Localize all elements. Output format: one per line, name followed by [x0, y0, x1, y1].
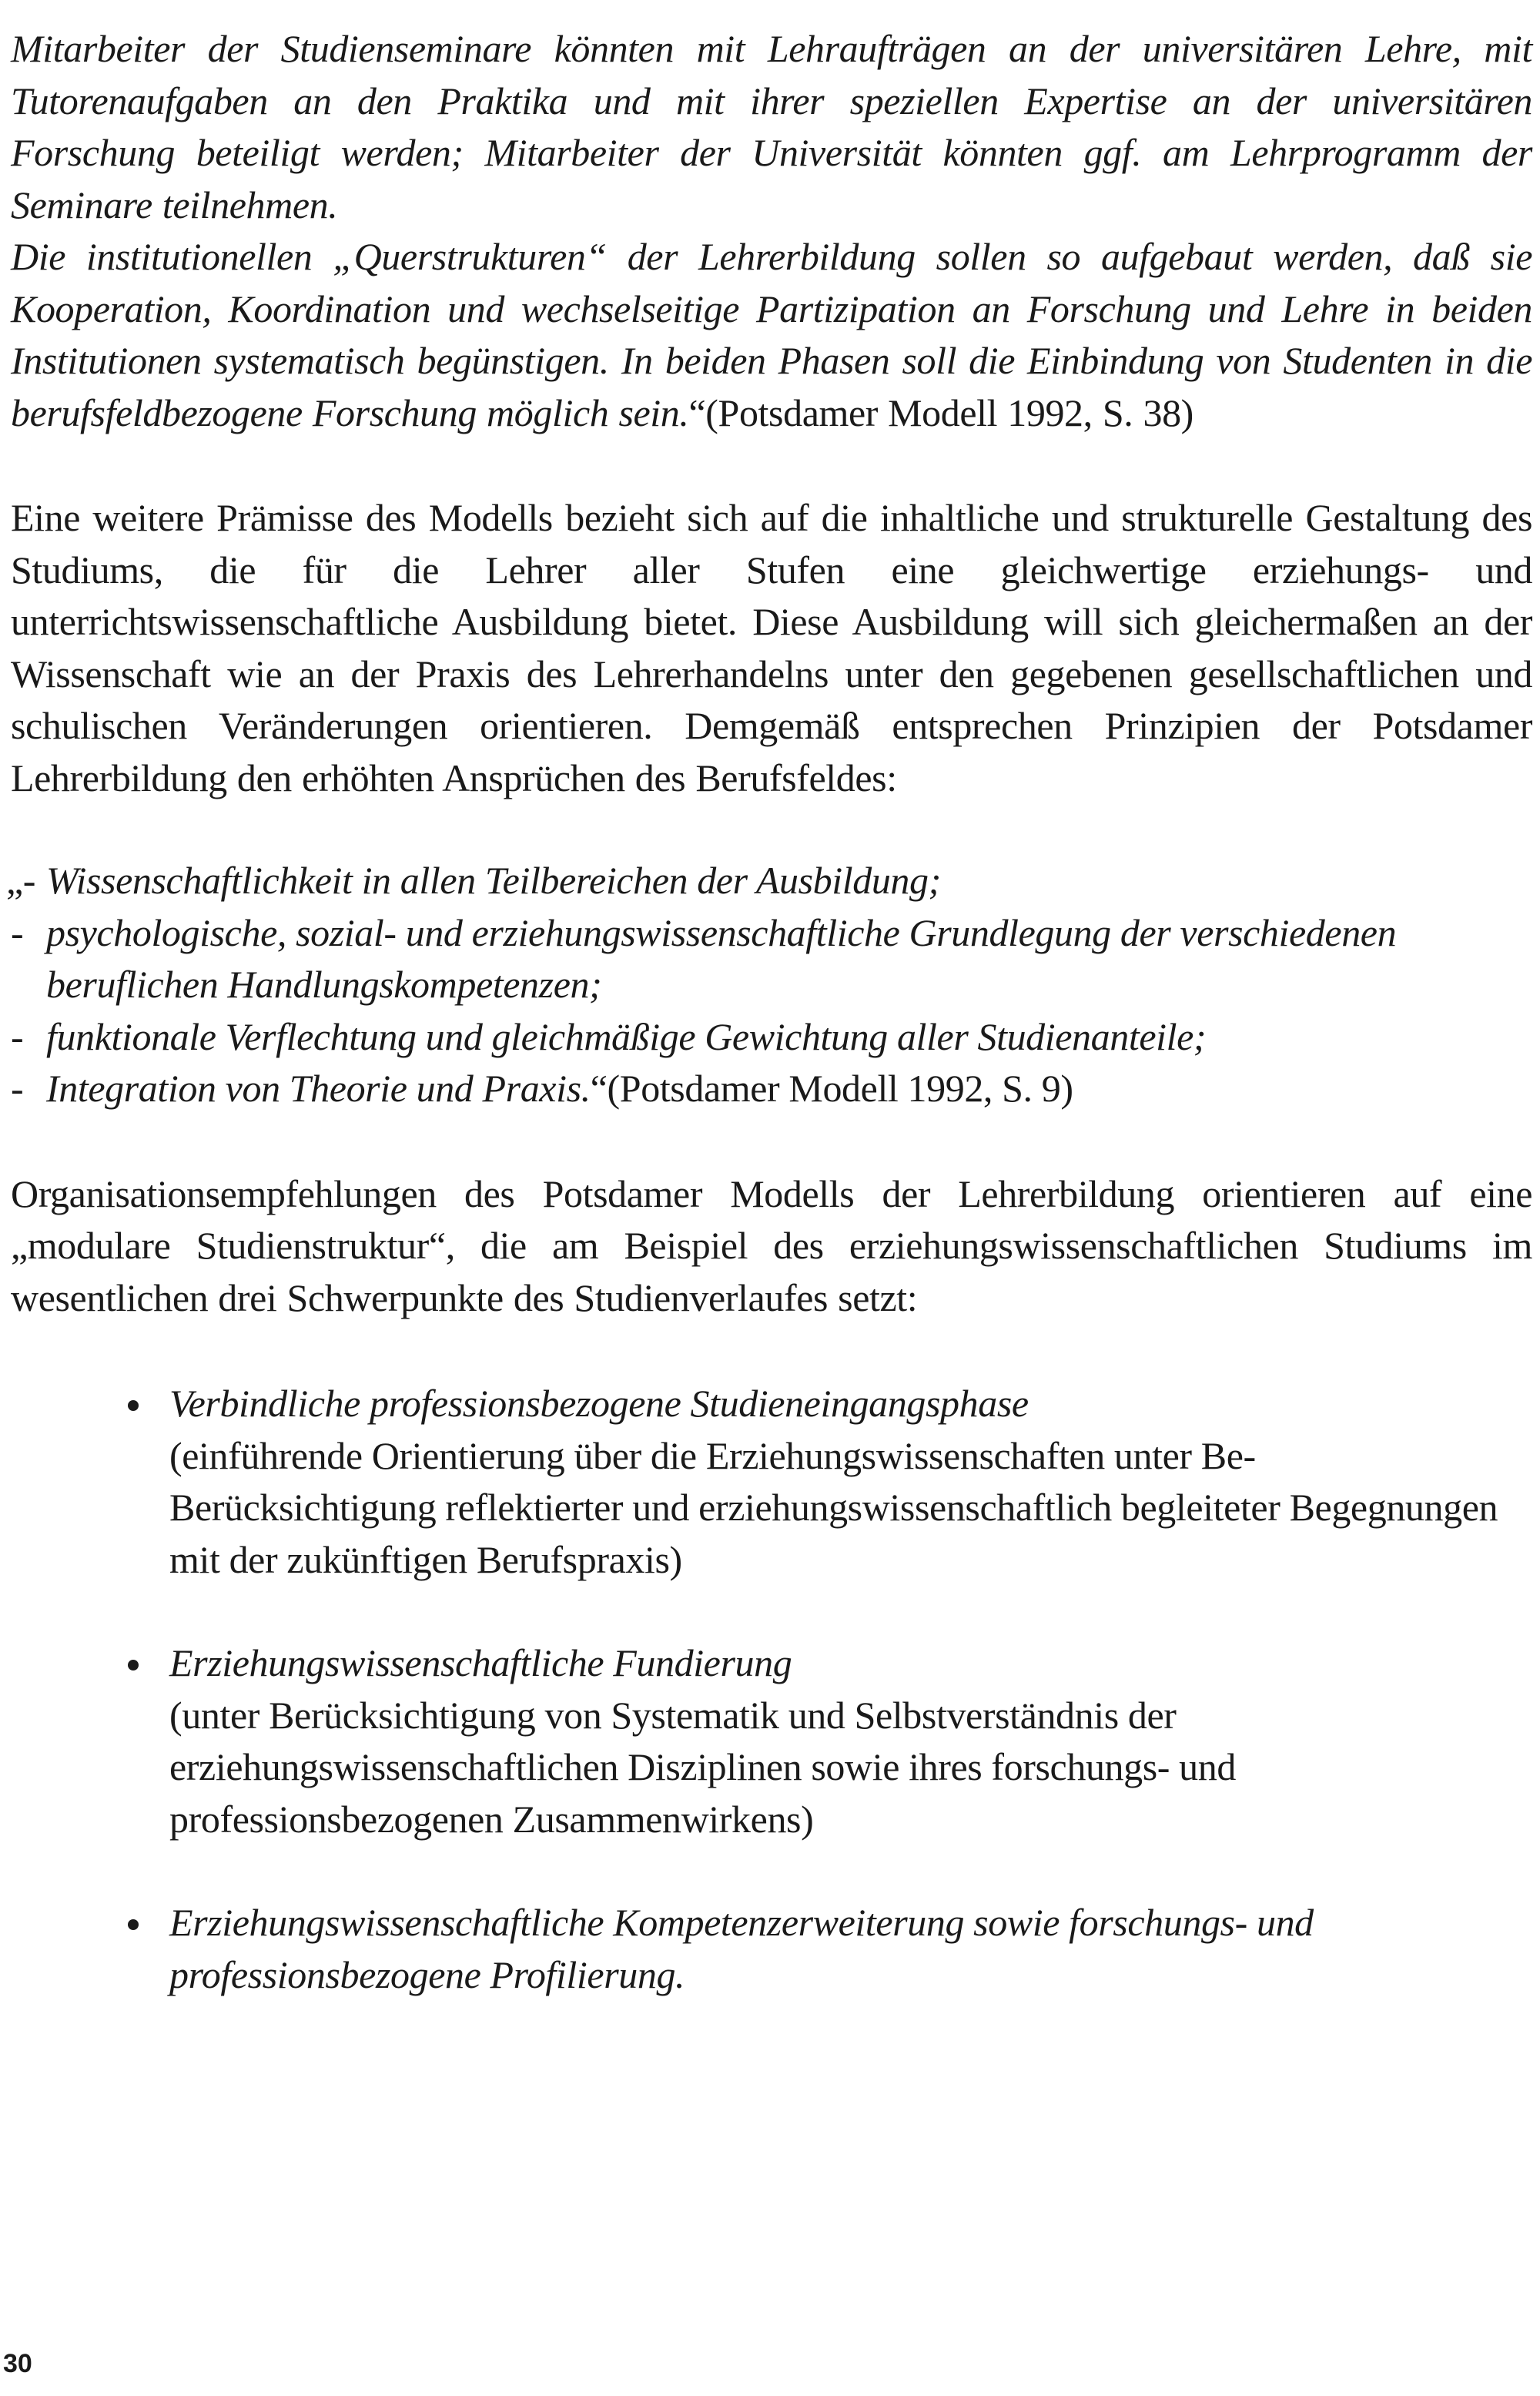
list-dash: „-: [6, 859, 36, 902]
list-item-text: psychologische, sozial- und erziehungswissenschaftliche Grundlegung der verschiedenen beruflichen Handlungskompetenzen;: [46, 910, 1397, 1006]
quote-italic-text: Mitarbeiter der Studienseminare könnten mit Lehraufträgen an der universitären Lehre, mit Tutorenaufgaben an den Praktika und mit ihrer speziellen Expertise an der universitären Forschung beteiligt werden; Mitarbeiter der Universität könnten ggf. am Lehrprogramm der Seminare teilnehmen.: [11, 27, 1532, 226]
focus-point-body: (unter Berücksichtigung von Systematik und Selbstverständnis der erziehungswissenschaftlichen Disziplinen sowie ihres forschungs- und professionsbezogenen Zusammenwirkens): [169, 1693, 1236, 1841]
quote-citation: “(Potsdamer Modell 1992, S. 38): [688, 390, 1194, 434]
principles-citation: “(Potsdamer Modell 1992, S. 9): [590, 1067, 1073, 1110]
bullet-icon: [128, 1400, 139, 1411]
list-item-text: Integration von Theorie und Praxis.: [46, 1067, 591, 1110]
quote-continuation: [11, 23, 1532, 439]
focus-point-heading: Erziehungswissenschaftliche Fundierung: [169, 1641, 792, 1684]
list-dash: -: [11, 1067, 24, 1110]
list-item: [11, 1063, 1532, 1115]
list-dash: -: [11, 910, 24, 954]
focus-points-list: [11, 1378, 1532, 2001]
document-page: [6, 23, 1532, 2053]
paragraph-organisation: Organisationsempfehlungen des Potsdamer Modells der Lehrerbildung orientieren auf eine „modulare Studienstruktur“, die am Beispiel des erziehungswissenschaftlichen Studiums im wesentlichen drei Schwerpunkte des Studienverlaufes setzt:: [11, 1171, 1532, 1319]
list-item-text: Wissenschaftlichkeit in allen Teilbereichen der Ausbildung;: [46, 859, 941, 902]
bullet-icon: [128, 1660, 139, 1670]
paragraph-premise: Eine weitere Prämisse des Modells bezieht sich auf die inhaltliche und strukturelle Gestaltung des Studiums, die für die Lehrer aller Stufen eine gleichwertige erziehungs- und unterrichtswissenschaftliche Ausbildung bietet. Diese Ausbildung will sich gleichermaßen an der Wissenschaft wie an der Praxis des Lehrerhandelns unter den gegebenen gesellschaftlichen und schulischen Veränderungen orientieren. Demgemäß entsprechen Prinzipien der Potsdamer Lehrerbildung den erhöhten Ansprüchen des Berufsfeldes:: [11, 496, 1532, 799]
list-item: [11, 1378, 1509, 1586]
focus-point-heading: Verbindliche professionsbezogene Studieneingangsphase: [169, 1382, 1029, 1425]
focus-point-body: (einführende Orientierung über die Erziehungswissenschaften unter Be- Berücksichtigung reflektierter und erziehungswissenschaftlich begleiteter Begegnungen mit der zukünftigen Berufspraxis): [169, 1433, 1498, 1581]
principles-list: [6, 855, 1532, 1115]
focus-point-heading: Erziehungswissenschaftliche Kompetenzerweiterung sowie forschungs- und professionsbezogene Profilierung.: [169, 1901, 1314, 1996]
bullet-icon: [128, 1919, 139, 1930]
list-item: [11, 1011, 1532, 1064]
list-item: [6, 855, 1532, 907]
quote-italic-text-second: Die institutionellen „Querstrukturen“ der Lehrerbildung sollen so aufgebaut werden, daß sie Kooperation, Koordination und wechselseitige Partizipation an Forschung und Lehre in beiden Institutionen systematisch begünstigen. In beiden Phasen soll die Einbindung von Studenten in die berufsfeldbezogene Forschung möglich sein.: [11, 235, 1532, 434]
list-item-text: funktionale Verflechtung und gleichmäßige Gewichtung aller Studienanteile;: [46, 1014, 1207, 1058]
list-item: [11, 907, 1532, 1011]
list-item: [11, 1637, 1509, 1845]
list-item: [11, 1897, 1509, 2001]
page-number: 30: [3, 2349, 32, 2378]
list-dash: -: [11, 1014, 24, 1058]
